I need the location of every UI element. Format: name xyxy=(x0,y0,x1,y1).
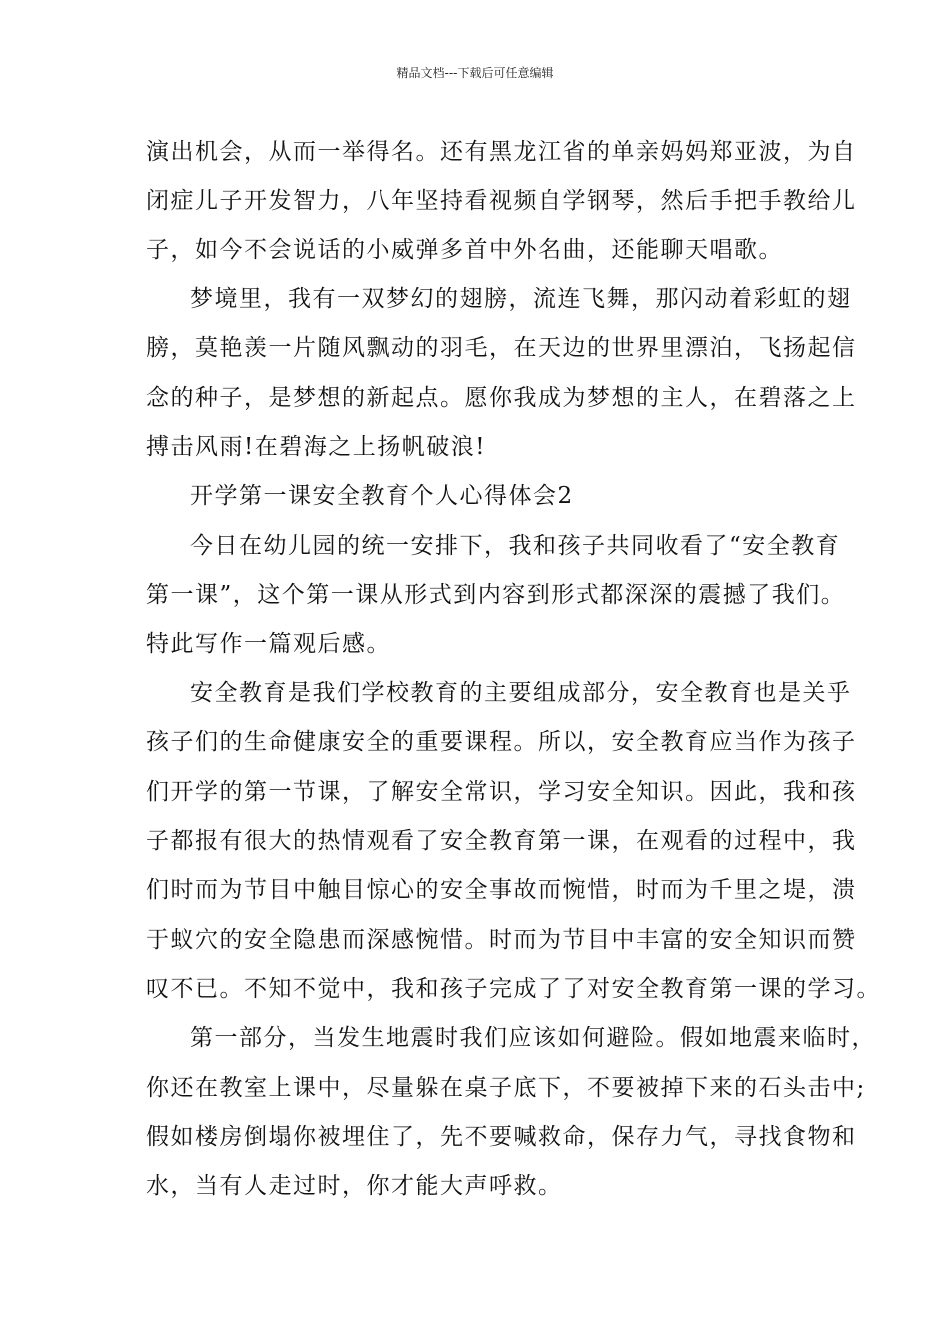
text-line: 梦境里，我有一双梦幻的翅膀，流连飞舞，那闪动着彩虹的翅 xyxy=(190,286,852,312)
text-line: 演出机会，从而一举得名。还有黑龙江省的单亲妈妈郑亚波，为自 xyxy=(146,139,857,165)
text-line: 闭症儿子开发智力，八年坚持看视频自学钢琴，然后手把手教给儿 xyxy=(146,188,857,214)
page-header: 精品文档---下载后可任意编辑 xyxy=(396,66,554,80)
text-line: 们时而为节目中触目惊心的安全事故而惋惜，时而为千里之堤，溃 xyxy=(146,877,857,903)
text-line: 水，当有人走过时，你才能大声呼救。 xyxy=(146,1173,563,1199)
text-line: 膀，莫艳羡一片随风飘动的羽毛，在天边的世界里漂泊，飞扬起信 xyxy=(146,335,857,361)
text-line: 今日在幼儿园的统一安排下，我和孩子共同收看了“安全教育 xyxy=(190,533,841,559)
text-line: 你还在教室上课中，尽量躲在桌子底下，不要被掉下来的石头击中; xyxy=(146,1075,866,1101)
text-line: 念的种子，是梦想的新起点。愿你我成为梦想的主人，在碧落之上 xyxy=(146,385,857,411)
text-line: 子都报有很大的热情观看了安全教育第一课，在观看的过程中，我 xyxy=(146,828,857,854)
text-line: 第一部分，当发生地震时我们应该如何避险。假如地震来临时， xyxy=(190,1025,876,1051)
text-line: 子，如今不会说话的小威弹多首中外名曲，还能聊天唱歌。 xyxy=(146,237,783,263)
text-line: 假如楼房倒塌你被埋住了，先不要喊救命，保存力气，寻找食物和 xyxy=(146,1124,857,1150)
text-line: 于蚁穴的安全隐患而深感惋惜。时而为节目中丰富的安全知识而赞 xyxy=(146,927,857,953)
text-line: 孩子们的生命健康安全的重要课程。所以，安全教育应当作为孩子 xyxy=(146,729,857,755)
text-line: 安全教育是我们学校教育的主要组成部分，安全教育也是关乎 xyxy=(190,680,852,706)
text-line: 特此写作一篇观后感。 xyxy=(146,631,391,657)
text-line: 叹不已。不知不觉中，我和孩子完成了了对安全教育第一课的学习。 xyxy=(146,976,881,1002)
text-line: 第一课”，这个第一课从形式到内容到形式都深深的震撼了我们。 xyxy=(146,582,846,608)
text-line: 搏击风雨!在碧海之上扬帆破浪! xyxy=(146,434,486,460)
section-heading: 开学第一课安全教育个人心得体会2 xyxy=(190,483,574,509)
text-line: 们开学的第一节课，了解安全常识，学习安全知识。因此，我和孩 xyxy=(146,779,857,805)
